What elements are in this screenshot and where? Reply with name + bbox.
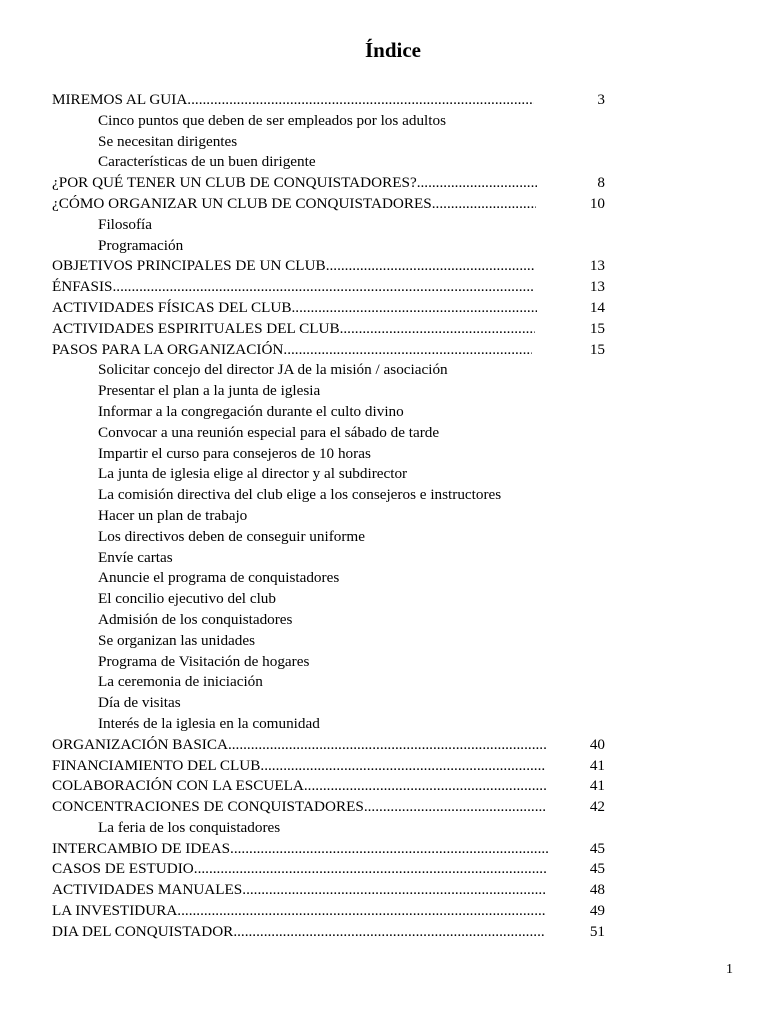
toc-subentry bbox=[52, 589, 672, 610]
toc-entry bbox=[52, 839, 672, 860]
toc-entry bbox=[52, 319, 672, 340]
toc-entry bbox=[52, 277, 672, 298]
toc-subentry bbox=[52, 464, 672, 485]
toc-subentry-text: La feria de los conquistadores bbox=[98, 818, 281, 836]
toc-entry-text: ACTIVIDADES FÍSICAS DEL CLUB ..... bbox=[52, 298, 537, 319]
toc-subentry-text: La ceremonia de iniciación bbox=[98, 673, 263, 691]
toc-entry-text: ÉNFASIS ..... bbox=[52, 277, 535, 298]
toc-subentry-text: Interés de la iglesia en la comunidad bbox=[98, 714, 320, 732]
toc-subentry bbox=[52, 402, 672, 423]
toc-subentry bbox=[52, 360, 672, 381]
toc-page-number: 13 bbox=[589, 257, 605, 275]
toc-subentry bbox=[52, 672, 672, 693]
toc-entry-text: CASOS DE ESTUDIO ..... bbox=[52, 859, 546, 880]
toc-subentry-text: Solicitar concejo del director JA de la misión / asociación bbox=[98, 361, 448, 379]
page-title: Índice bbox=[364, 38, 421, 62]
toc-subentry bbox=[52, 714, 672, 735]
toc-entry-text: INTERCAMBIO DE IDEAS ..... bbox=[52, 839, 549, 860]
toc-entry-text: ACTIVIDADES MANUALES ..... bbox=[52, 880, 546, 901]
toc-subentry-text: Impartir el curso para consejeros de 10 horas bbox=[98, 444, 371, 462]
toc-subentry-text: Características de un buen dirigente bbox=[98, 153, 316, 171]
page-number: 1 bbox=[726, 962, 733, 977]
toc-subentry bbox=[52, 381, 672, 402]
toc-page-number: 15 bbox=[589, 319, 605, 337]
toc-subentry bbox=[52, 631, 672, 652]
toc-page-number: 3 bbox=[597, 91, 605, 108]
toc-page-number: 41 bbox=[589, 756, 605, 774]
toc-subentry-text: Anuncie el programa de conquistadores bbox=[98, 569, 340, 587]
toc-entry-text: LA INVESTIDURA ..... bbox=[52, 901, 546, 922]
toc-page-number: 41 bbox=[589, 777, 605, 795]
toc-entry-text: FINANCIAMIENTO DEL CLUB ..... bbox=[52, 756, 545, 777]
table-of-contents bbox=[52, 90, 672, 943]
toc-entry bbox=[52, 776, 672, 797]
toc-subentry-text: Día de visitas bbox=[98, 694, 181, 712]
toc-subentry-text: La comisión directiva del club elige a los consejeros e instructores bbox=[98, 486, 502, 504]
toc-subentry bbox=[52, 506, 672, 527]
toc-subentry bbox=[52, 610, 672, 631]
toc-entry bbox=[52, 880, 672, 901]
toc-entry-text: OBJETIVOS PRINCIPALES DE UN CLUB ..... bbox=[52, 256, 535, 277]
toc-entry bbox=[52, 735, 672, 756]
toc-entry-text: CONCENTRACIONES DE CONQUISTADORES ..... bbox=[52, 797, 546, 818]
toc-subentry-text: Programación bbox=[98, 236, 184, 254]
toc-entry bbox=[52, 756, 672, 777]
toc-entry-text: MIREMOS AL GUIA ..... bbox=[52, 90, 534, 111]
toc-page-number: 45 bbox=[589, 860, 605, 878]
toc-page-number: 48 bbox=[589, 881, 605, 899]
toc-subentry-text: Hacer un plan de trabajo bbox=[98, 506, 248, 524]
toc-page-number: 42 bbox=[589, 798, 605, 816]
toc-entry-text: COLABORACIÓN CON LA ESCUELA ..... bbox=[52, 776, 547, 797]
toc-subentry-text: Filosofía bbox=[98, 215, 153, 233]
toc-subentry bbox=[52, 444, 672, 465]
toc-page-number: 8 bbox=[597, 174, 605, 192]
toc-subentry-text: Programa de Visitación de hogares bbox=[98, 652, 310, 670]
toc-subentry-text: Se organizan las unidades bbox=[98, 631, 256, 649]
toc-entry bbox=[52, 194, 672, 215]
toc-entry bbox=[52, 859, 672, 880]
toc-entry-text: ¿POR QUÉ TENER UN CLUB DE CONQUISTADORES? ..... bbox=[52, 173, 537, 194]
toc-page-number: 51 bbox=[589, 922, 605, 940]
toc-entry-text: PASOS PARA LA ORGANIZACIÓN ..... bbox=[52, 340, 532, 361]
toc-subentry bbox=[52, 818, 672, 839]
toc-subentry-text: Convocar a una reunión especial para el sábado de tarde bbox=[98, 423, 440, 441]
toc-entry bbox=[52, 298, 672, 319]
toc-subentry-text: Admisión de los conquistadores bbox=[98, 610, 293, 628]
toc-entry bbox=[52, 256, 672, 277]
toc-page-number: 49 bbox=[589, 902, 605, 920]
toc-subentry-text: El concilio ejecutivo del club bbox=[98, 590, 276, 608]
toc-subentry bbox=[52, 568, 672, 589]
toc-subentry-text: Envíe cartas bbox=[98, 548, 173, 566]
toc-subentry bbox=[52, 485, 672, 506]
toc-subentry bbox=[52, 527, 672, 548]
toc-page-number: 40 bbox=[589, 735, 605, 753]
toc-subentry-text: Los directivos deben de conseguir uniforme bbox=[98, 527, 365, 545]
toc-entry-text: ORGANIZACIÓN BASICA ..... bbox=[52, 735, 547, 756]
toc-entry-text: DIA DEL CONQUISTADOR ..... bbox=[52, 922, 544, 943]
toc-page-number: 45 bbox=[589, 839, 605, 857]
toc-subentry bbox=[52, 132, 672, 153]
toc-entry bbox=[52, 340, 672, 361]
toc-subentry-text: Se necesitan dirigentes bbox=[98, 132, 238, 150]
toc-entry-text: ¿CÓMO ORGANIZAR UN CLUB DE CONQUISTADORES ..... bbox=[52, 194, 536, 215]
toc-entry bbox=[52, 901, 672, 922]
toc-subentry-text: Presentar el plan a la junta de iglesia bbox=[98, 382, 321, 400]
toc-page-number: 10 bbox=[589, 194, 605, 212]
toc-page-number: 13 bbox=[589, 278, 605, 296]
toc-subentry bbox=[52, 215, 672, 236]
toc-entry bbox=[52, 173, 672, 194]
toc-subentry bbox=[52, 548, 672, 569]
toc-page-number: 14 bbox=[589, 298, 605, 316]
toc-subentry bbox=[52, 152, 672, 173]
toc-subentry-text: La junta de iglesia elige al director y al subdirector bbox=[98, 465, 408, 483]
toc-subentry bbox=[52, 423, 672, 444]
toc-entry-text: ACTIVIDADES ESPIRITUALES DEL CLUB ..... bbox=[52, 319, 535, 340]
toc-subentry bbox=[52, 652, 672, 673]
toc-subentry-text: Informar a la congregación durante el culto divino bbox=[98, 402, 404, 420]
toc-entry bbox=[52, 797, 672, 818]
toc-subentry-text: Cinco puntos que deben de ser empleados por los adultos bbox=[98, 111, 446, 129]
toc-subentry bbox=[52, 111, 672, 132]
toc-subentry bbox=[52, 236, 672, 257]
toc-subentry bbox=[52, 693, 672, 714]
toc-page-number: 15 bbox=[589, 340, 605, 358]
toc-entry bbox=[52, 922, 672, 943]
toc-entry bbox=[52, 90, 672, 111]
